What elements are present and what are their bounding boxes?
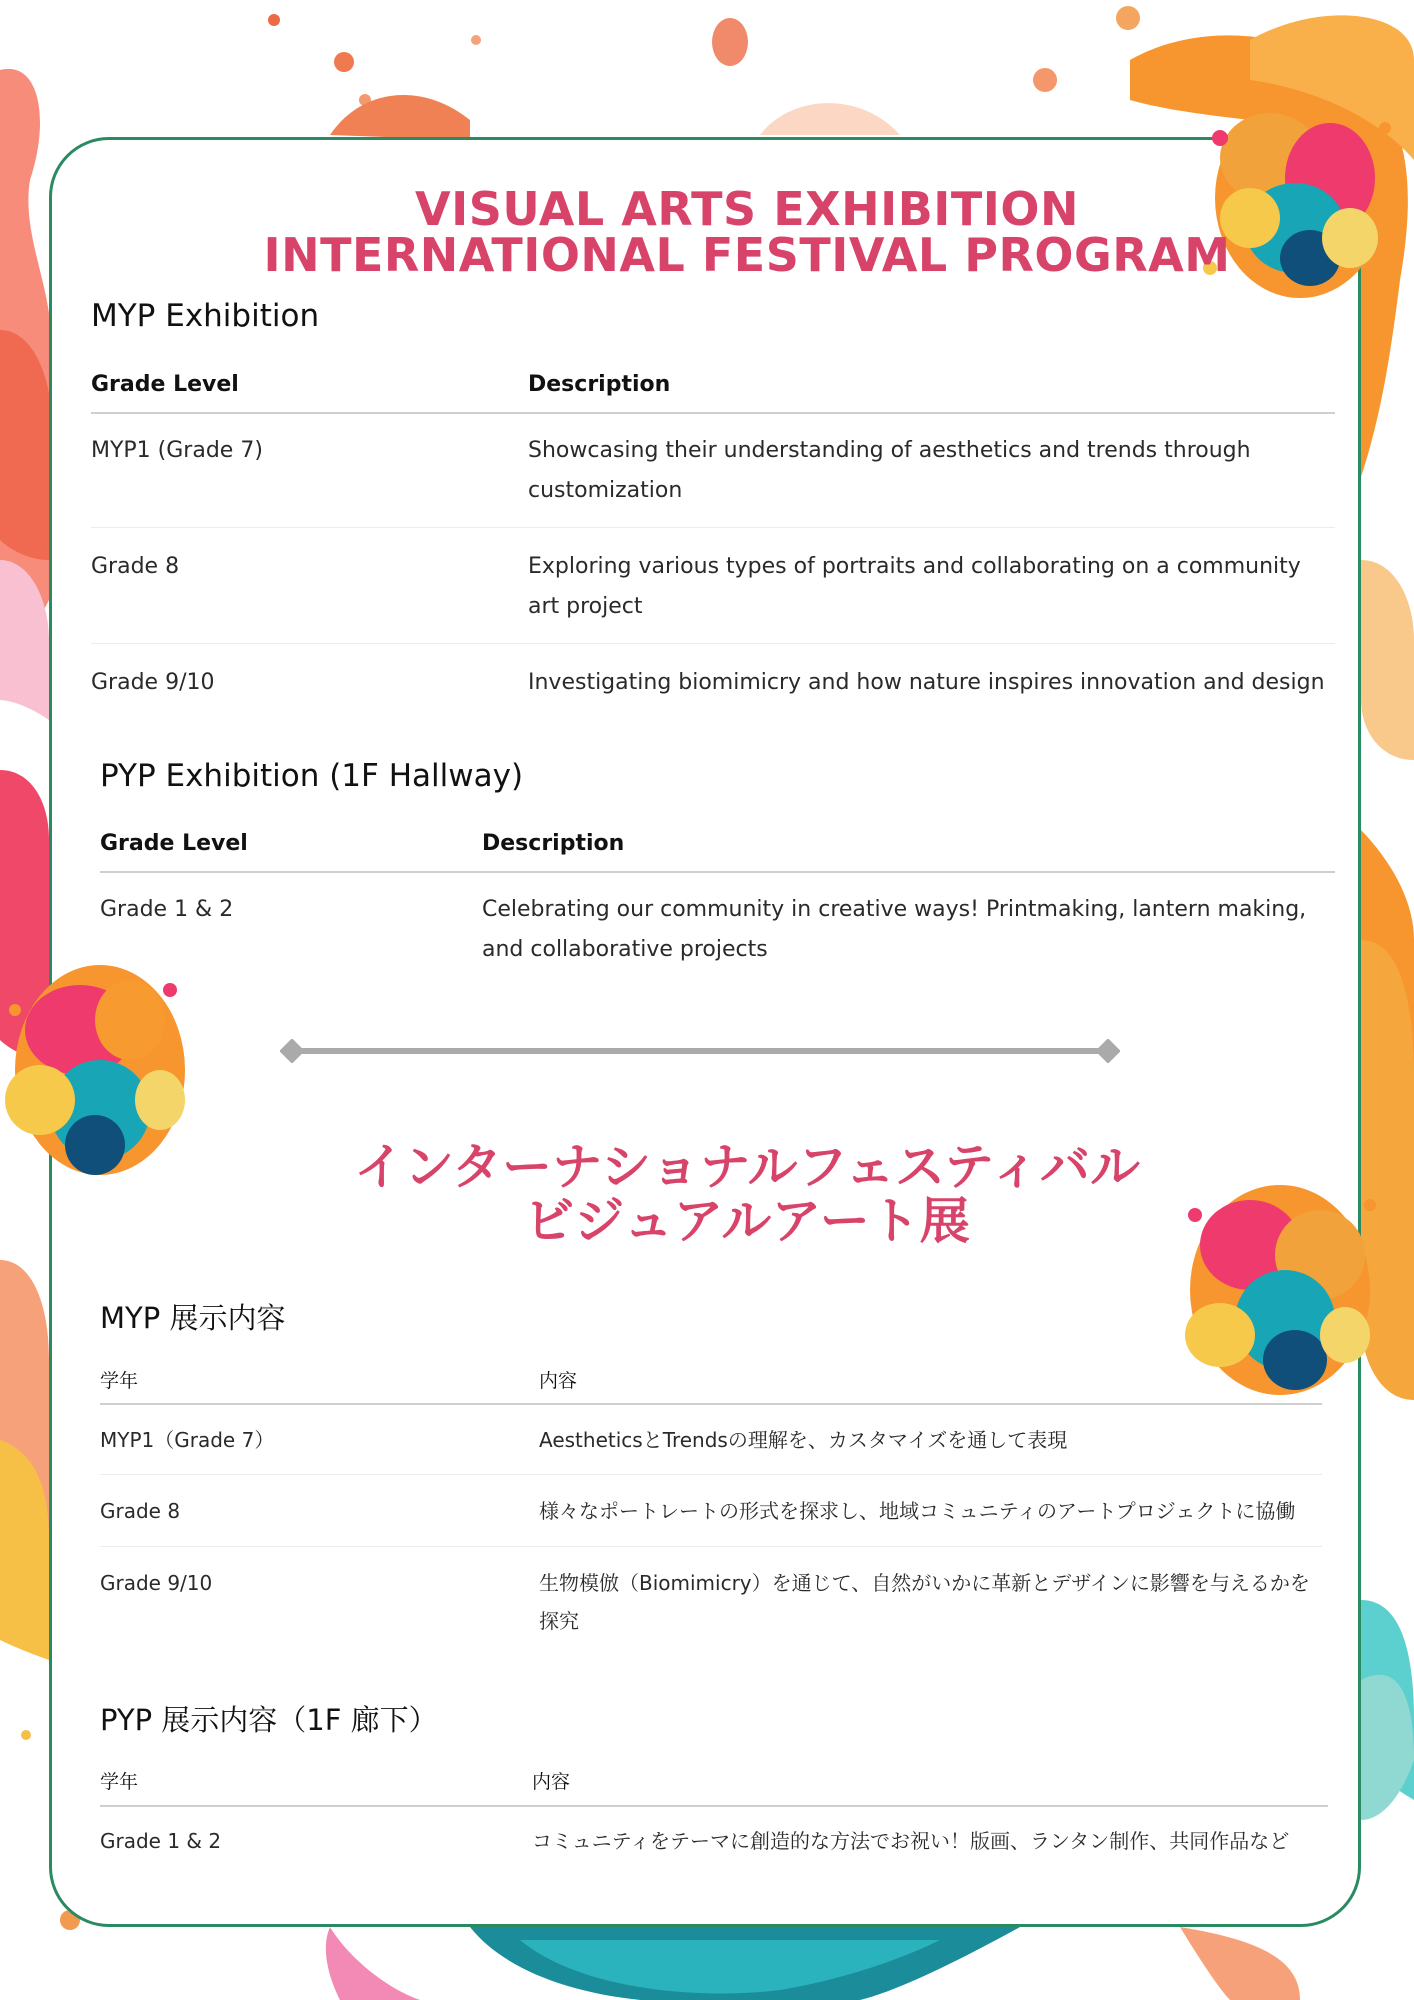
myp-en-row1-desc: Showcasing their understanding of aesthetics and trends through customization: [528, 438, 1251, 503]
myp-jp-col-grade: 学年: [100, 1370, 139, 1392]
myp-en-row3-desc: Investigating biomimicry and how nature inspires innovation and design: [528, 670, 1325, 695]
pyp-jp-col-grade: 学年: [100, 1771, 139, 1793]
title-en-line2: INTERNATIONAL FESTIVAL PROGRAM: [263, 228, 1231, 282]
myp-en-col-desc: Description: [528, 372, 671, 397]
page-title-en: [160, 182, 1334, 282]
myp-jp-row1-grade: MYP1（Grade 7）: [100, 1428, 275, 1452]
myp-jp-row3-desc: 生物模倣（Biomimicry）を通じて、自然がいかに革新とデザインに影響を与えるかを探究: [539, 1571, 1310, 1633]
myp-jp-row2-desc: 様々なポートレートの形式を探求し、地域コミュニティのアートプロジェクトに協働: [539, 1499, 1296, 1523]
myp-jp-row2-grade: Grade 8: [100, 1499, 181, 1523]
pyp-en-heading: PYP Exhibition (1F Hallway): [100, 758, 524, 794]
pyp-en-row1-grade: Grade 1 & 2: [100, 897, 234, 922]
page-title-jp: [160, 1140, 1334, 1248]
table-row-rule: [100, 1546, 1322, 1547]
pyp-en-col-desc: Description: [482, 831, 625, 856]
myp-en-heading: MYP Exhibition: [91, 298, 320, 334]
myp-en-row3-grade: Grade 9/10: [91, 670, 215, 695]
myp-jp-heading: MYP 展示内容: [100, 1301, 286, 1335]
table-row-rule: [91, 643, 1335, 644]
myp-en-row2-desc: Exploring various types of portraits and collaborating on a community art project: [528, 554, 1301, 619]
myp-en-row1-grade: MYP1 (Grade 7): [91, 438, 263, 463]
pyp-jp-row1-desc: コミュニティをテーマに創造的な方法でお祝い！版画、ランタン制作、共同作品など: [532, 1829, 1290, 1853]
pyp-jp-row1-grade: Grade 1 & 2: [100, 1829, 222, 1853]
pyp-en-col-grade: Grade Level: [100, 831, 248, 856]
table-header-rule: [100, 871, 1335, 873]
pyp-jp-col-desc: 内容: [532, 1771, 571, 1793]
pyp-en-row1-desc: Celebrating our community in creative ways! Printmaking, lantern making, and collaborative projects: [482, 897, 1307, 962]
title-en-line1: VISUAL ARTS EXHIBITION: [415, 182, 1079, 236]
pyp-jp-heading: PYP 展示内容（1F 廊下）: [100, 1703, 438, 1737]
title-jp-line2: ビジュアルアート展: [524, 1192, 970, 1250]
table-row-rule: [91, 527, 1335, 528]
table-header-rule: [100, 1805, 1328, 1807]
myp-jp-row1-desc: AestheticsとTrendsの理解を、カスタマイズを通して表現: [539, 1428, 1068, 1452]
table-header-rule: [91, 412, 1335, 414]
myp-jp-row3-grade: Grade 9/10: [100, 1571, 213, 1595]
title-jp-line1: インターナショナルフェスティバル: [354, 1138, 1140, 1196]
myp-jp-col-desc: 内容: [539, 1370, 578, 1392]
myp-en-col-grade: Grade Level: [91, 372, 239, 397]
section-divider: [280, 1039, 1120, 1063]
table-header-rule: [100, 1403, 1322, 1405]
myp-en-row2-grade: Grade 8: [91, 554, 180, 579]
table-row-rule: [100, 1474, 1322, 1475]
